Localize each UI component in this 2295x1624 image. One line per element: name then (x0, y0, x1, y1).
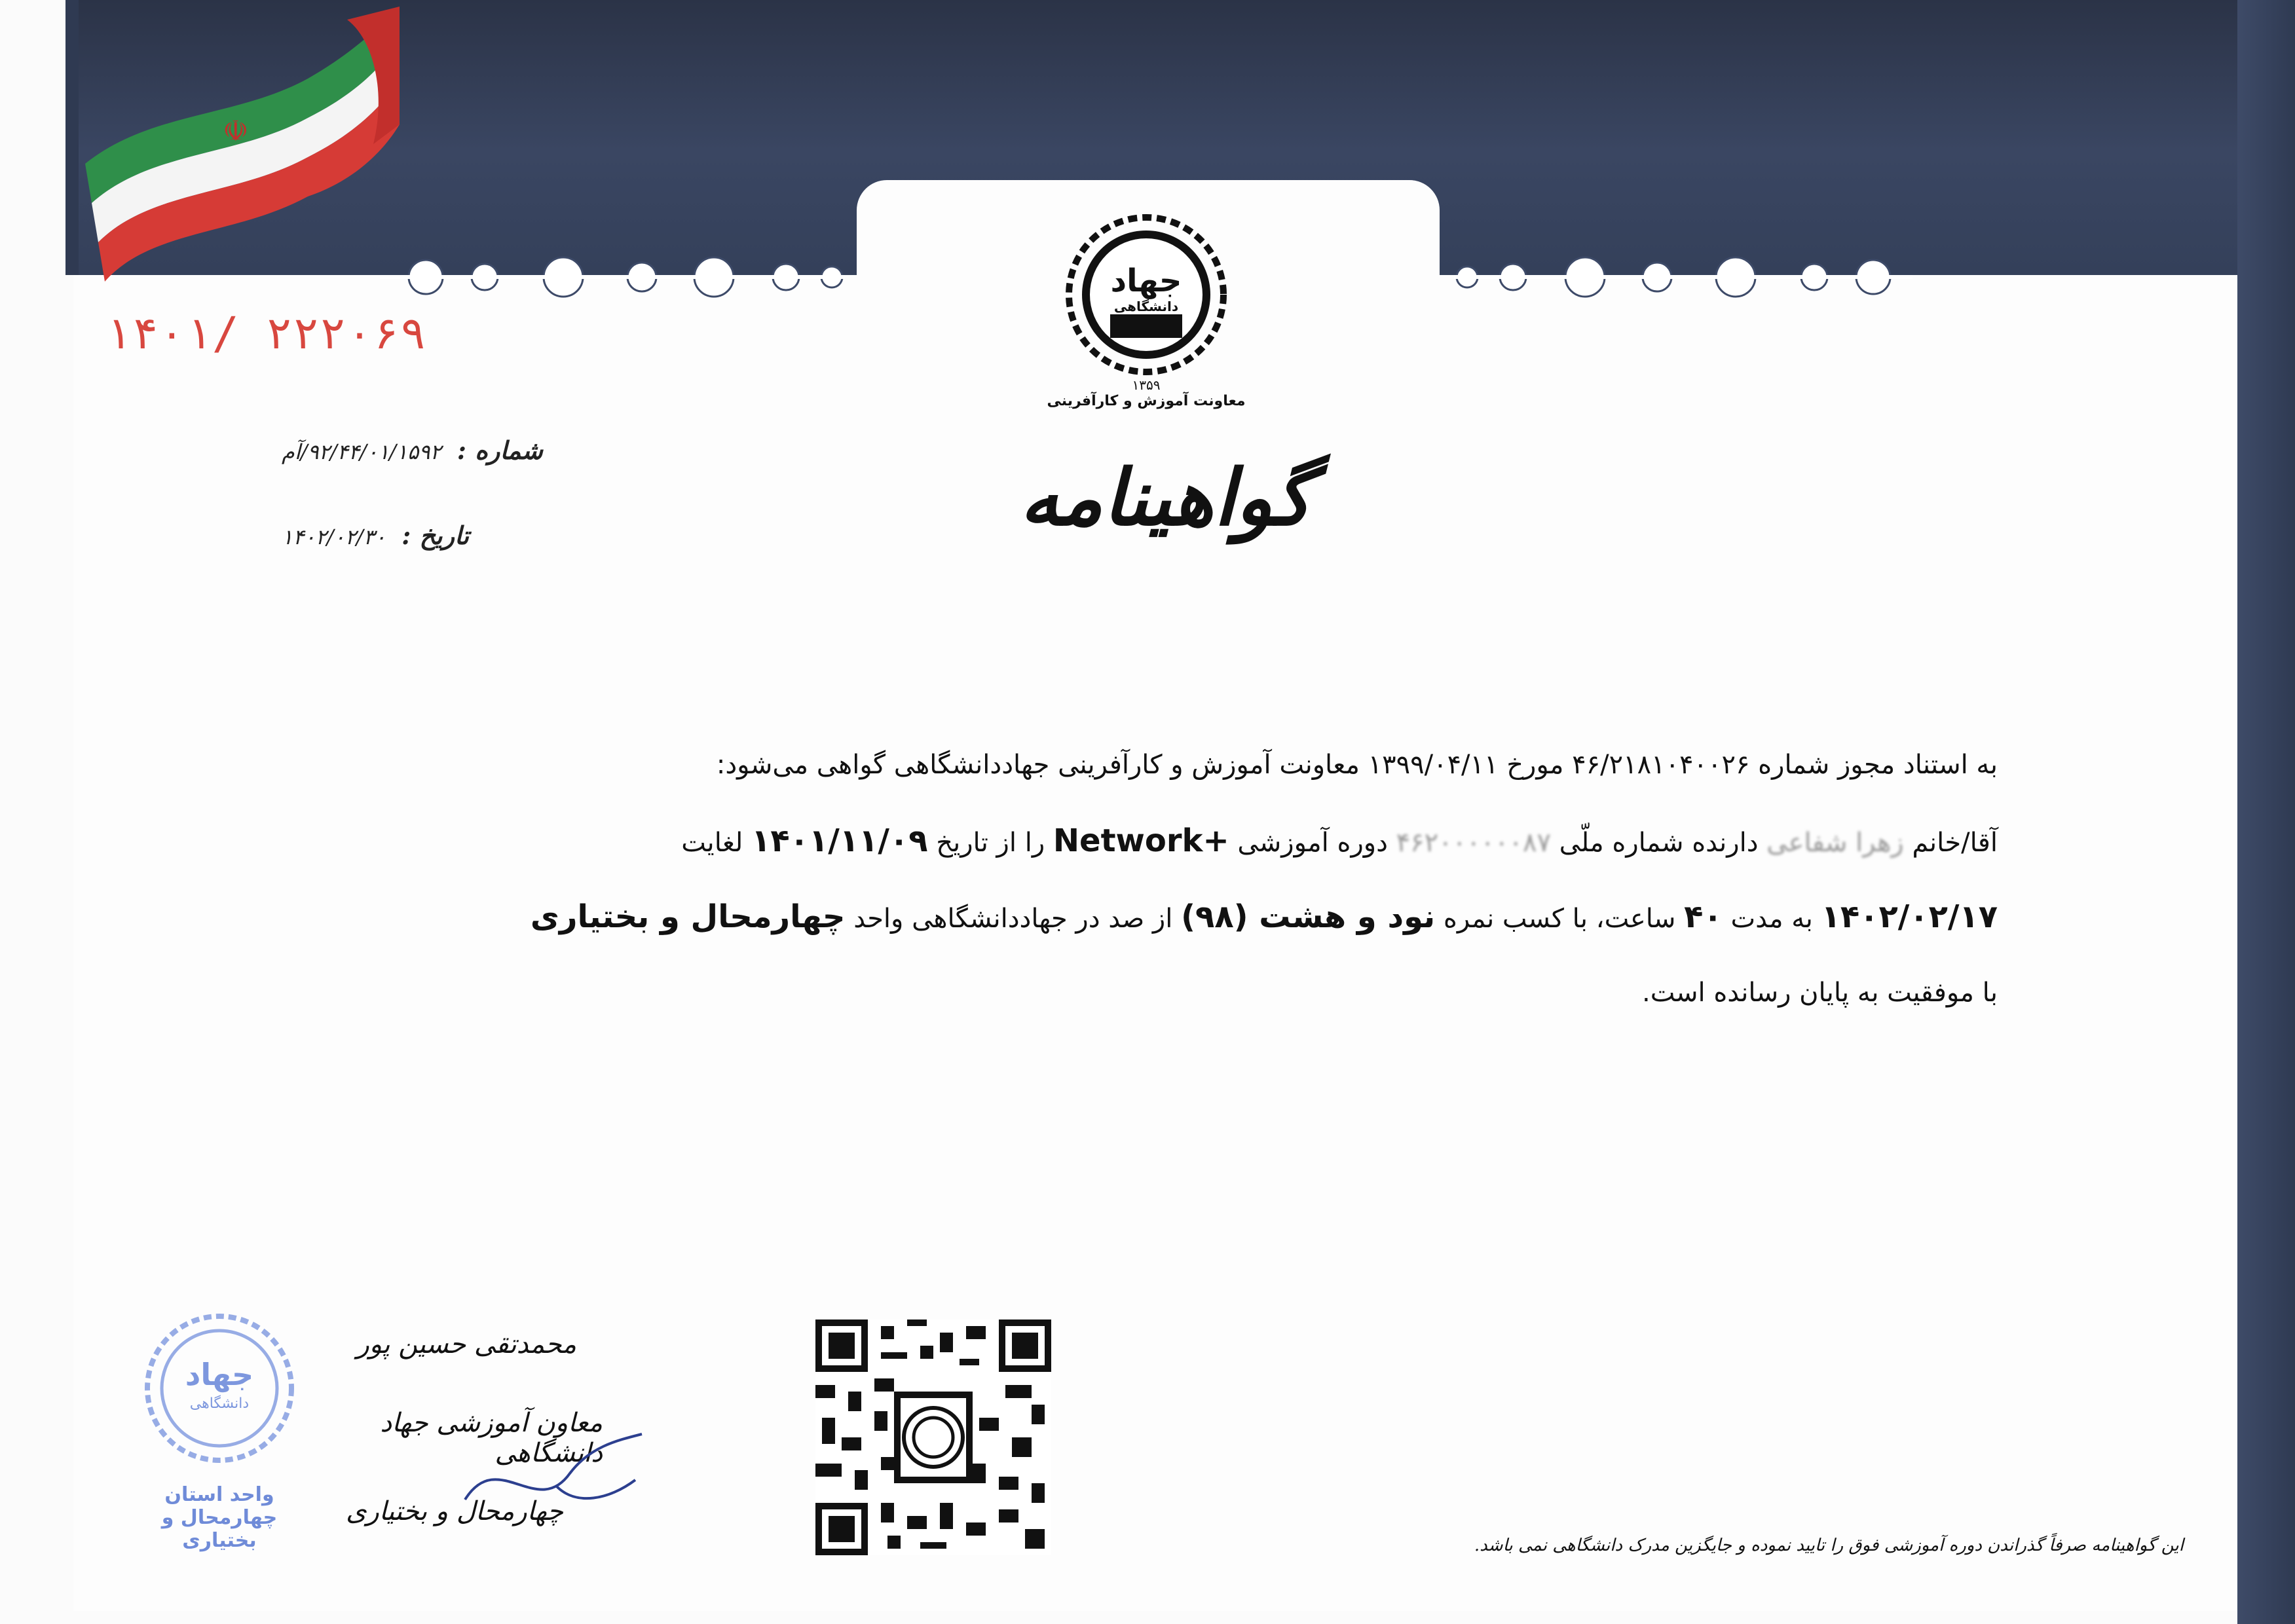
meta-number (282, 435, 543, 465)
certificate-title: گواهینامه (1020, 452, 1312, 543)
course-hours: ۴۰ (1684, 898, 1723, 935)
logo-year: ۱۳۵۹ (1132, 377, 1161, 393)
date-label: تاریخ : (401, 521, 470, 550)
course-name: Network+ (1053, 822, 1229, 859)
body-line-4: با موفقیت به پایان رسانده است. (1641, 978, 1998, 1008)
body-text-fragment: لغایت (681, 828, 743, 858)
national-id: ۴۶۲۰۰۰۰۰۰۸۷ (1396, 828, 1551, 858)
signatory-role: معاون آموزشی جهاد دانشگاهی (380, 1408, 603, 1468)
logo-subtitle: دانشگاهی (1113, 299, 1179, 314)
footnote: این گواهینامه صرفاً گذراندن دوره آموزشی فوق را تایید نموده و جایگزین مدرک دانشگاهی نمی باشد. (1474, 1536, 2184, 1555)
serial-number: ۱۴۰۱/ ۲۲۲۰۶۹ (105, 308, 427, 360)
body-text-fragment: دوره آموزشی (1237, 828, 1388, 858)
qr-code (815, 1320, 1051, 1555)
ornament-left (367, 254, 851, 300)
ornament-right (1447, 254, 1919, 300)
body-line-3 (275, 879, 1998, 955)
meta-date (282, 521, 469, 550)
handwritten-signature (458, 1421, 655, 1532)
end-date: ۱۴۰۲/۰۲/۱۷ (1821, 898, 1998, 935)
recipient-name: زهرا شفاعی (1766, 828, 1904, 858)
stamp-line-4: چهارمحال و بختیاری (161, 1506, 278, 1552)
score: نود و هشت (۹۸) (1181, 898, 1436, 935)
body-line-2 (275, 803, 1998, 879)
jahad-logo (1048, 203, 1244, 399)
signatory-name: محمدتقی حسین پور (356, 1329, 576, 1359)
stamp-line-3: واحد استان (164, 1483, 274, 1506)
certificate-body (275, 727, 1998, 1031)
logo-caption: معاونت آموزش و کارآفرینی (1047, 393, 1246, 409)
unit-name: چهارمحال و بختیاری (530, 898, 846, 935)
stamp-line-1: جهاد (185, 1357, 254, 1392)
signatory-unit: چهارمحال و بختیاری (346, 1496, 563, 1526)
date-value: ۱۴۰۲/۰۲/۳۰ (282, 525, 386, 549)
stamp-caption (121, 1483, 318, 1552)
official-stamp (134, 1303, 305, 1473)
body-text-fragment: از صد در جهاددانشگاهی واحد (853, 904, 1173, 934)
body-line-1: به استناد مجوز شماره ۴۶/۲۱۸۱۰۴۰۰۲۶ مورخ ۱۳۹۹/۰۴/۱۱ معاونت آموزش و کارآفرینی جهاددانشگاهی گواهی می‌شود: (716, 750, 1998, 780)
body-text-fragment: ساعت، با کسب نمره (1443, 904, 1676, 934)
start-date: ۱۴۰۱/۱۱/۰۹ (751, 822, 928, 859)
body-text-fragment: آقا/خانم (1912, 828, 1998, 858)
right-frame (2237, 0, 2295, 1624)
body-text-fragment: را از تاریخ (936, 828, 1045, 858)
number-label: شماره : (457, 435, 543, 465)
stamp-line-2: دانشگاهی (189, 1395, 250, 1412)
number-value: ۹۲/۴۴/۰۱/۱۵۹۲/آم (282, 439, 441, 464)
logo-name: جهاد (1110, 263, 1182, 299)
body-text-fragment: به مدت (1730, 904, 1813, 934)
iran-flag-ribbon (72, 0, 413, 288)
body-text-fragment: دارنده شماره ملّی (1559, 828, 1759, 858)
svg-text:☫: ☫ (223, 115, 249, 148)
